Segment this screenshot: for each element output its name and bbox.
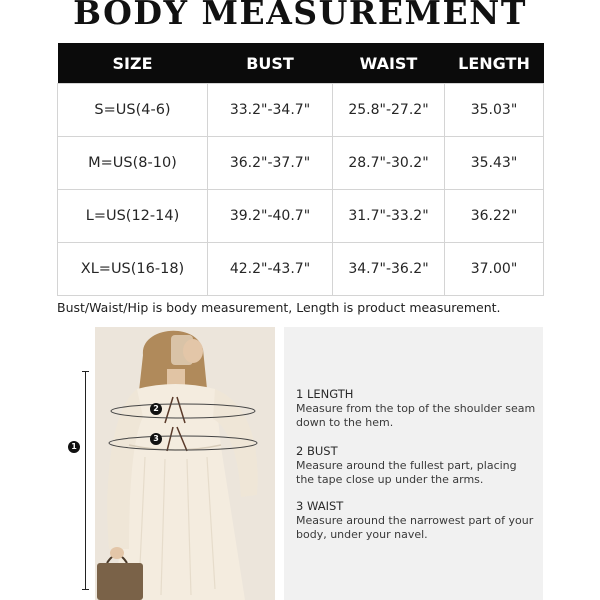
instruction-waist [296,499,536,542]
length-cell: 35.03" [445,84,544,137]
size-cell: M=US(8-10) [58,137,208,190]
waist-cell: 25.8"-27.2" [333,84,445,137]
bust-cell: 42.2"-43.7" [208,243,333,296]
size-chart-table [57,43,544,296]
size-cell: S=US(4-6) [58,84,208,137]
measurement-note: Bust/Waist/Hip is body measurement, Length is product measurement. [57,300,501,315]
table-row [58,137,544,190]
table-header-row [58,43,544,84]
size-cell: L=US(12-14) [58,190,208,243]
dress-illustration [95,327,275,600]
table-row [58,190,544,243]
table-row [58,243,544,296]
waist-cell: 28.7"-30.2" [333,137,445,190]
instruction-heading: 2 BUST [296,444,338,458]
instructions-panel [284,327,543,600]
length-cell: 35.43" [445,137,544,190]
instruction-length [296,387,536,430]
length-cell: 36.22" [445,190,544,243]
bust-marker: 2 [150,403,162,415]
length-cell: 37.00" [445,243,544,296]
length-indicator-line [85,371,86,589]
column-header-waist: WAIST [333,43,445,84]
length-indicator-bottom-cap [82,589,89,590]
bust-cell: 33.2"-34.7" [208,84,333,137]
instruction-text: Measure around the narrowest part of your body, under your navel. [296,514,534,541]
instruction-heading: 3 WAIST [296,499,344,513]
column-header-length: LENGTH [445,43,544,84]
instruction-text: Measure from the top of the shoulder seam down to the hem. [296,402,536,429]
model-photo [95,327,275,600]
length-marker: 1 [68,441,80,453]
waist-marker: 3 [150,433,162,445]
instruction-heading: 1 LENGTH [296,387,354,401]
table-row [58,84,544,137]
length-indicator-top-cap [82,371,89,372]
column-header-bust: BUST [208,43,333,84]
instruction-text: Measure around the fullest part, placing the tape close up under the arms. [296,459,517,486]
waist-cell: 34.7"-36.2" [333,243,445,296]
column-header-size: SIZE [58,43,208,84]
bust-cell: 36.2"-37.7" [208,137,333,190]
instruction-bust [296,444,536,487]
page-title: BODY MEASUREMENT [73,0,527,32]
bust-cell: 39.2"-40.7" [208,190,333,243]
waist-cell: 31.7"-33.2" [333,190,445,243]
size-cell: XL=US(16-18) [58,243,208,296]
